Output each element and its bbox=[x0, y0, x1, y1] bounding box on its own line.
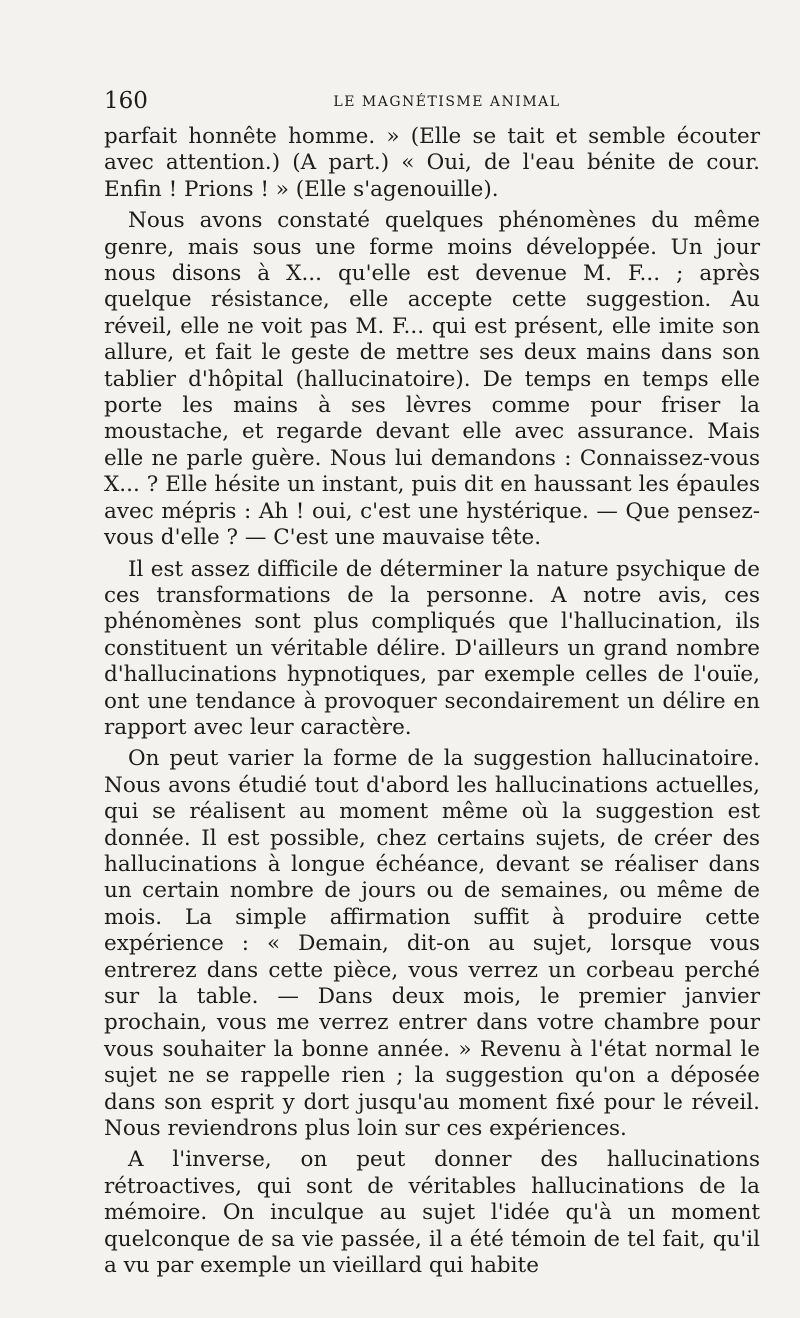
paragraph-continued: parfait honnête homme. » (Elle se tait et semble écouter avec attention.) (A part.) « Oui, de l'eau bénite de cour. Enfin ! Prions ! » (Elle s'agenouille). bbox=[104, 124, 760, 202]
paragraph: A l'inverse, on peut donner des hallucinations rétroactives, qui sont de véritables hallucinations de la mémoire. On inculque au sujet l'idée qu'à un moment quelconque de sa vie passée, il a été témoin de tel fait, qu'il a vu par exemple un vieillard qui habite bbox=[104, 1147, 760, 1279]
running-title: LE MAGNÉTISME ANIMAL bbox=[333, 94, 561, 110]
paragraph: Il est assez difficile de déterminer la nature psychique de ces transformations de la personne. A notre avis, ces phénomènes sont plus compliqués que l'hallucination, ils constituent un véritable délire. D'ailleurs un grand nombre d'hallucinations hypnotiques, par exemple celles de l'ouïe, ont une tendance à provoquer secondairement un délire en rapport avec leur caractère. bbox=[104, 556, 760, 740]
running-head bbox=[104, 86, 760, 120]
paragraph: Nous avons constaté quelques phénomènes du même genre, mais sous une forme moins développée. Un jour nous disons à X... qu'elle est devenue M. F... ; après quelque résistance, elle accepte cette suggestion. Au réveil, elle ne voit pas M. F... qui est présent, elle imite son allure, et fait le geste de mettre ses deux mains dans son tablier d'hôpital (hallucinatoire). De temps en temps elle porte les mains à ses lèvres comme pour friser la moustache, et regarde devant elle avec assurance. Mais elle ne parle guère. Nous lui demandons : Connaissez-vous X... ? Elle hésite un instant, puis dit en haussant les épaules avec mépris : Ah ! oui, c'est une hystérique. — Que pensez-vous d'elle ? — C'est une mauvaise tête. bbox=[104, 208, 760, 551]
page-number: 160 bbox=[104, 88, 148, 114]
paragraph: On peut varier la forme de la suggestion hallucinatoire. Nous avons étudié tout d'abord les hallucinations actuelles, qui se réalisent au moment même où la suggestion est donnée. Il est possible, chez certains sujets, de créer des hallucinations à longue échéance, devant se réaliser dans un certain nombre de jours ou de semaines, ou même de mois. La simple affirmation suffit à produire cette expérience : « Demain, dit-on au sujet, lorsque vous entrerez dans cette pièce, vous verrez un corbeau perché sur la table. — Dans deux mois, le premier janvier prochain, vous me verrez entrer dans votre chambre pour vous souhaiter la bonne année. » Revenu à l'état normal le sujet ne se rappelle rien ; la suggestion qu'on a déposée dans son esprit y dort jusqu'au moment fixé pour le réveil. Nous reviendrons plus loin sur ces expériences. bbox=[104, 746, 760, 1142]
body-text bbox=[104, 124, 760, 1284]
